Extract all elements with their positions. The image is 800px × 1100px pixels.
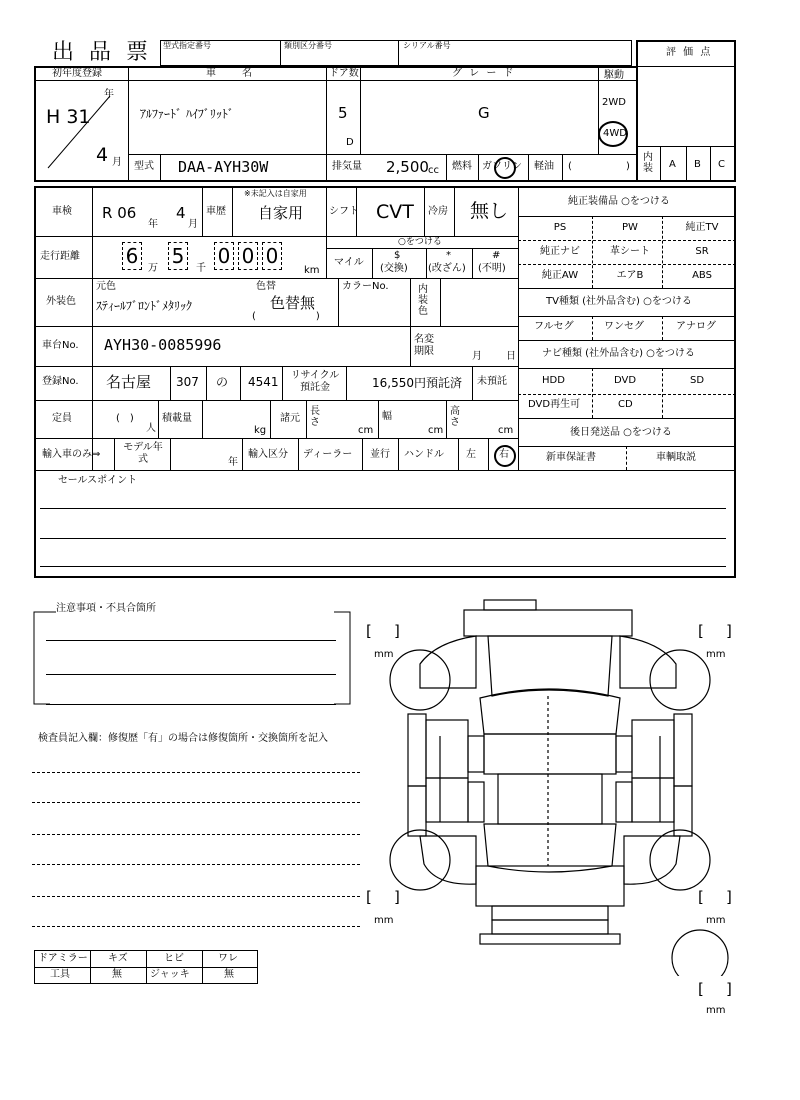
tire-mm-rr: mm — [706, 915, 726, 926]
grade-value: G — [478, 104, 490, 122]
import-label: 輸入車のみ⇒ — [42, 449, 101, 460]
tire-bracket-fl-close: ] — [394, 622, 400, 640]
genuine-item: 革シート — [610, 246, 650, 257]
tamper-label: (改ざん) — [428, 263, 466, 274]
tv-item: アナログ — [676, 321, 716, 332]
door-label: ドア数 — [329, 68, 359, 79]
mileage-unit: km — [304, 265, 320, 276]
length-cm: cm — [358, 425, 374, 436]
inspection-month: 4 — [176, 204, 186, 222]
fuel-paren-open: ( — [568, 161, 572, 172]
mileage-digit: 6 — [122, 242, 142, 270]
parts-header: ヒビ — [164, 953, 184, 964]
year-unit: 年 — [104, 89, 114, 100]
parts-cell: ジャッキ — [150, 969, 190, 980]
inspection-year-unit: 年 — [148, 219, 158, 230]
tv-item: ワンセグ — [604, 321, 644, 332]
navi-item: HDD — [542, 375, 565, 386]
history-note: ※未記入は自家用 — [244, 189, 307, 198]
ac-value: 無し — [470, 200, 509, 222]
navi-item: DVD再生可 — [528, 399, 581, 410]
tire-bracket-fr-close: ] — [726, 622, 732, 640]
right-circle — [494, 445, 516, 467]
tire-mm-rl: mm — [374, 915, 394, 926]
interior-a: A — [669, 159, 676, 170]
mileage-digit: 5 — [168, 242, 188, 270]
mileage-sen-unit: 千 — [196, 263, 206, 274]
history-value: 自家用 — [258, 204, 304, 222]
drive-2wd: 2WD — [602, 97, 626, 108]
inspection-era: R 06 — [102, 204, 137, 222]
parts-header: ワレ — [218, 953, 238, 964]
model-label: 型式 — [134, 161, 154, 172]
handle-label: ハンドル — [404, 449, 444, 460]
shift-value: CVT — [376, 201, 414, 223]
navi-item: CD — [618, 399, 633, 410]
ac-label: 冷房 — [428, 206, 448, 217]
genuine-title: 純正装備品 ○をつける — [568, 196, 670, 207]
unknown-sym: # — [492, 250, 501, 261]
serial-label: シリアル番号 — [403, 41, 451, 50]
mileage-digit: 0 — [262, 242, 282, 270]
reg-area: 名古屋 — [106, 373, 152, 391]
month-unit: 月 — [112, 157, 122, 168]
right-label: 右 — [499, 449, 509, 460]
genuine-item: PW — [622, 222, 638, 233]
first-reg-label: 初年度登録 — [52, 68, 102, 79]
reg-label: 登録No. — [42, 376, 79, 387]
parts-cell: 無 — [112, 969, 122, 980]
genuine-item: 純正TV — [685, 222, 719, 233]
recycle-not: 未預託 — [477, 376, 507, 387]
displacement-label: 排気量 — [332, 161, 362, 172]
car-name-label: 車 名 — [206, 68, 254, 79]
tv-item: フルセグ — [534, 321, 574, 332]
length-label: 長さ — [310, 406, 320, 428]
navi-item: DVD — [614, 375, 637, 386]
tire-bracket-rr-close: ] — [726, 888, 732, 906]
model-year-label: モデル年式 — [123, 442, 163, 465]
chassis-value: AYH30-0085996 — [104, 336, 222, 354]
genuine-item: SR — [695, 246, 709, 257]
door-sub: D — [346, 137, 354, 148]
parallel-label: 並行 — [370, 449, 390, 460]
recycle-value: 16,550円預託済 — [372, 376, 462, 390]
notes-bracket — [30, 600, 360, 712]
repaint-paren: ( ) — [252, 311, 320, 322]
unknown-label: (不明) — [478, 263, 506, 274]
tire-bracket-spare-close: ] — [726, 980, 732, 998]
reg-kana: の — [216, 375, 229, 389]
genuine-item: ABS — [692, 270, 712, 281]
mark-note: ○をつける — [398, 237, 442, 247]
drive-label: 駆動 — [604, 70, 624, 81]
name-change-day: 日 — [506, 351, 516, 362]
parts-header: キズ — [108, 953, 128, 964]
later-title: 後日発送品 ○をつける — [570, 427, 672, 438]
import-type-label: 輸入区分 — [248, 449, 288, 460]
drive-4wd-circle — [598, 121, 628, 147]
name-change-label: 名変期限 — [414, 334, 434, 357]
exchange-sym: $ — [394, 250, 401, 261]
dims-label: 諸元 — [280, 413, 300, 424]
first-reg-slash — [40, 89, 120, 172]
genuine-item: 純正AW — [541, 270, 579, 281]
parts-cell: 工具 — [50, 969, 70, 980]
fuel-label: 燃料 — [452, 161, 472, 172]
recycle-label: リサイクル預託金 — [290, 370, 340, 393]
tire-bracket-rr-open: [ — [698, 888, 704, 906]
name-change-month: 月 — [472, 351, 482, 362]
model-year-unit: 年 — [228, 457, 238, 468]
score-label: 評 価 点 — [666, 47, 713, 58]
sales-title: セールスポイント — [58, 475, 138, 486]
mileage-digit: 0 — [238, 242, 258, 270]
model-code-label: 型式指定番号 — [163, 41, 211, 50]
tire-mm-spare: mm — [706, 1005, 726, 1016]
load-label: 積載量 — [162, 413, 192, 424]
reg-number: 4541 — [248, 375, 279, 389]
width-cm: cm — [428, 425, 444, 436]
fuel-gasoline: ガソリン — [482, 161, 522, 172]
genuine-item: 純正ナビ — [540, 246, 580, 257]
genuine-item: エアB — [616, 270, 644, 281]
interior-b: B — [694, 159, 701, 170]
tire-mm-fr: mm — [706, 649, 726, 660]
fuel-paren-close: ) — [626, 161, 630, 172]
first-reg-era: H 31 — [46, 106, 91, 128]
first-reg-month: 4 — [96, 144, 109, 166]
tamper-sym: * — [446, 250, 451, 261]
later-item: 車輌取説 — [656, 452, 696, 463]
height-label: 高さ — [450, 406, 460, 428]
reg-class: 307 — [176, 375, 199, 389]
mileage-digit: 0 — [214, 242, 234, 270]
left-label: 左 — [466, 449, 476, 460]
grade-label: グ レ ー ド — [452, 68, 516, 79]
code-fields — [160, 40, 632, 66]
repaint-value: 色替無 — [270, 294, 316, 312]
mileage-man-unit: 万 — [148, 263, 158, 274]
color-no-label: カラーNo. — [342, 281, 389, 292]
inspector-title: 検査員記入欄：修復歴「有」の場合は修復箇所・交換箇所を記入 — [38, 733, 328, 744]
tire-bracket-fr-open: [ — [698, 622, 704, 640]
dealer-label: ディーラー — [303, 449, 353, 460]
exchange-label: (交換) — [380, 263, 408, 274]
displacement-value: 2,500 — [386, 158, 429, 176]
exterior-label: 外装色 — [46, 296, 76, 307]
category-label: 類別区分番号 — [284, 41, 332, 50]
interior-c: C — [718, 159, 725, 170]
parts-cell: 無 — [224, 969, 234, 980]
interior-color-label: 内装色 — [418, 284, 428, 317]
height-cm: cm — [498, 425, 514, 436]
tire-bracket-fl-open: [ — [366, 622, 372, 640]
chassis-label: 車台No. — [42, 340, 79, 351]
navi-item: SD — [690, 375, 705, 386]
fuel-circle — [494, 157, 516, 179]
interior-label: 内装 — [643, 152, 653, 174]
width-label: 幅 — [382, 411, 392, 422]
repaint-label: 色替 — [256, 281, 276, 292]
history-label: 車歴 — [206, 206, 226, 217]
capacity-paren: ( ) — [116, 413, 134, 424]
tv-title: TV種類 (社外品含む) ○をつける — [546, 296, 692, 307]
navi-title: ナビ種類 (社外品含む) ○をつける — [542, 348, 695, 359]
tire-bracket-rl-close: ] — [394, 888, 400, 906]
door-value: 5 — [338, 104, 348, 122]
load-unit: kg — [254, 425, 267, 436]
tire-mm-fl: mm — [374, 649, 394, 660]
mileage-label: 走行距離 — [40, 251, 80, 262]
orig-color-label: 元色 — [96, 281, 116, 292]
inspection-label: 車検 — [52, 206, 72, 217]
genuine-item: PS — [553, 222, 567, 233]
spare-tire — [672, 930, 728, 976]
form-title: 出 品 票 — [52, 40, 152, 65]
car-name-value: ｱﾙﾌｧｰﾄﾞ ﾊｲﾌﾞﾘｯﾄﾞ — [140, 107, 234, 121]
displacement-unit: cc — [428, 165, 439, 176]
parts-header: ドアミラー — [38, 953, 88, 964]
shift-label: シフト — [329, 206, 359, 217]
inspection-month-unit: 月 — [188, 219, 198, 230]
mile-label: マイル — [334, 257, 364, 268]
later-item: 新車保証書 — [546, 452, 596, 463]
orig-color-value: ｽﾃｨｰﾙﾌﾞﾛﾝﾄﾞﾒﾀﾘｯｸ — [96, 299, 193, 313]
fuel-light-oil: 軽油 — [534, 161, 554, 172]
car-damage-diagram — [380, 596, 730, 976]
drive-4wd: 4WD — [603, 128, 627, 139]
notes-title: 注意事項・不具合箇所 — [56, 603, 156, 614]
tire-bracket-rl-open: [ — [366, 888, 372, 906]
capacity-unit: 人 — [146, 423, 156, 434]
model-value: DAA-AYH30W — [178, 158, 269, 176]
capacity-label: 定員 — [52, 413, 72, 424]
tire-bracket-spare-open: [ — [698, 980, 704, 998]
